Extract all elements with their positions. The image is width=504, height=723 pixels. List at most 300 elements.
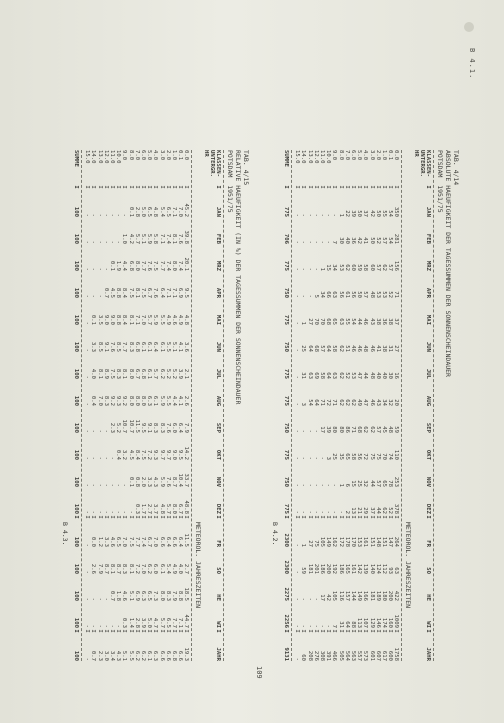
column-separator: I <box>96 185 103 189</box>
table-row <box>331 150 337 661</box>
year-value: 208 <box>306 650 313 661</box>
season-value: 7.3 <box>152 590 159 601</box>
month-value: 68 <box>312 345 319 352</box>
month-value: - <box>96 267 103 271</box>
season-header: HE <box>215 594 221 601</box>
column-separator: I <box>72 515 79 519</box>
month-value: - <box>306 267 313 271</box>
season-value: 181 <box>306 563 313 574</box>
season-value: 4.0 <box>177 563 184 574</box>
month-value: 52 <box>387 291 394 298</box>
month-value: 60 <box>368 264 375 271</box>
month-value: 51 <box>343 345 350 352</box>
month-value: 31 <box>387 345 394 352</box>
month-value: 60 <box>349 264 356 271</box>
sum-label: SUMME <box>72 150 79 167</box>
month-value: - <box>84 429 91 433</box>
season-sum: 2256 <box>282 614 289 628</box>
month-value: - <box>108 510 115 514</box>
month-value: - <box>300 456 307 460</box>
month-value: 62 <box>362 426 369 433</box>
month-value: - <box>306 456 313 460</box>
month-value: - <box>294 429 301 433</box>
season-value: 5.7 <box>158 617 165 628</box>
month-value: 47 <box>362 399 369 406</box>
month-value: - <box>294 213 301 217</box>
month-value: 63 <box>337 318 344 325</box>
column-separator: I <box>164 629 171 633</box>
table-row <box>300 150 306 661</box>
month-value: 5 <box>312 294 319 298</box>
column-separator: I <box>393 629 400 633</box>
month-value: 3.3 <box>90 341 97 352</box>
year-value: 6.6 <box>158 650 165 661</box>
season-value: 4.7 <box>152 617 159 628</box>
column-separator: I <box>127 185 134 189</box>
month-value: 6.4 <box>177 422 184 433</box>
month-value: 0.1 <box>127 476 134 487</box>
month-value: 46 <box>368 345 375 352</box>
column-separator: I <box>127 629 134 633</box>
month-sum: 100 <box>72 233 79 244</box>
month-value: 37 <box>362 210 369 217</box>
column-separator: I <box>183 185 190 189</box>
month-value: 2.0 <box>139 476 146 487</box>
column-separator: I <box>215 185 221 189</box>
month-value: 6.4 <box>158 287 165 298</box>
month-sum: 775 <box>282 503 289 514</box>
column-separator: I <box>294 629 301 633</box>
month-value: 48 <box>362 345 369 352</box>
season-value: 0.3 <box>121 617 128 628</box>
month-value: - <box>108 213 115 217</box>
column-separator: I <box>90 629 97 633</box>
column-separator: I <box>349 515 356 519</box>
year-value: 466 <box>331 650 338 661</box>
month-value: 59 <box>393 426 400 433</box>
month-value: 5.5 <box>164 395 171 406</box>
month-value: 13 <box>349 507 356 514</box>
class-lower-bound: 12.0 <box>312 150 319 164</box>
table-row <box>306 150 312 661</box>
class-lower-bound: 13.0 <box>96 150 103 164</box>
season-value: 59 <box>300 567 307 574</box>
month-value: 7.4 <box>164 233 171 244</box>
month-value: 8.4 <box>121 287 128 298</box>
month-value: 4.5 <box>108 287 115 298</box>
month-value: 6.1 <box>158 341 165 352</box>
month-value: - <box>96 429 103 433</box>
month-sum: 100 <box>72 260 79 271</box>
month-value: - <box>108 483 115 487</box>
class-lower-bound: 0.0 <box>393 150 400 161</box>
season-value: 146 <box>374 617 381 628</box>
season-header: FR <box>425 540 431 547</box>
season-sum: 100 <box>72 536 79 547</box>
season-header: WI <box>215 621 221 628</box>
column-separator: I <box>96 515 103 519</box>
month-sum: 100 <box>72 449 79 460</box>
month-value: 4.8 <box>152 206 159 217</box>
month-value: 6.1 <box>152 395 159 406</box>
table-row <box>393 150 399 661</box>
month-value: 25 <box>331 453 338 460</box>
column-separator: I <box>115 629 122 633</box>
season-value: 1.4 <box>127 617 134 628</box>
column-separator: I <box>374 515 381 519</box>
column-separator: I <box>393 515 400 519</box>
month-value: 49 <box>356 399 363 406</box>
month-value: 7.6 <box>108 341 115 352</box>
month-value: - <box>108 240 115 244</box>
month-value: 9.2 <box>108 395 115 406</box>
season-value: 4.6 <box>108 536 115 547</box>
table-row <box>171 150 177 661</box>
column-separator: I <box>337 515 344 519</box>
month-value: 7.5 <box>127 287 134 298</box>
month-value: 40 <box>343 237 350 244</box>
month-value: 50 <box>374 210 381 217</box>
sum-row <box>283 150 289 661</box>
season-value: 3.3 <box>102 536 109 547</box>
year-value: 276 <box>312 650 319 661</box>
year-value: 601 <box>368 650 375 661</box>
month-value: 4.1 <box>177 341 184 352</box>
season-value: 4.9 <box>170 563 177 574</box>
column-separator: I <box>356 515 363 519</box>
season-value: 139 <box>362 563 369 574</box>
column-separator: I <box>115 515 122 519</box>
month-value: 64 <box>312 399 319 406</box>
column-separator: I <box>331 515 338 519</box>
column-separator: I <box>368 185 375 189</box>
season-value: 2.6 <box>90 563 97 574</box>
season-value: 166 <box>362 590 369 601</box>
month-value: 253 <box>393 476 400 487</box>
season-value: 4.6 <box>121 590 128 601</box>
column-separator: I <box>215 629 221 633</box>
class-lower-bound: 14.0 <box>300 150 307 164</box>
season-value: - <box>108 624 115 628</box>
season-value: 6.1 <box>158 563 165 574</box>
month-value: 50 <box>356 210 363 217</box>
month-value: - <box>294 294 301 298</box>
month-value: 56 <box>337 291 344 298</box>
season-value: - <box>96 624 103 628</box>
table-absolute-content <box>271 150 460 661</box>
month-value: 58 <box>362 264 369 271</box>
year-value: - <box>84 657 91 661</box>
column-separator: I <box>139 515 146 519</box>
month-value: - <box>306 510 313 514</box>
month-value: 70 <box>318 318 325 325</box>
month-value: 2.7 <box>146 503 153 514</box>
month-value: 29 <box>362 507 369 514</box>
season-value: 6.9 <box>133 590 140 601</box>
column-separator: I <box>380 629 387 633</box>
table-title-line: POTSDAM 1951/75 <box>226 150 234 213</box>
month-value: 68 <box>325 318 332 325</box>
month-value: 47 <box>356 372 363 379</box>
season-value: 6.5 <box>164 617 171 628</box>
month-value: 38 <box>387 318 394 325</box>
month-value: 8.8 <box>115 314 122 325</box>
month-value: 31 <box>300 372 307 379</box>
month-value: 5.0 <box>139 206 146 217</box>
month-value: 62 <box>343 399 350 406</box>
year-value: 1758 <box>393 647 400 661</box>
table-relative-content <box>61 150 250 661</box>
column-separator: I <box>349 629 356 633</box>
month-value: 0.4 <box>115 449 122 460</box>
month-header: JAN <box>215 206 221 217</box>
table-row <box>90 150 96 661</box>
column-separator: I <box>108 515 115 519</box>
month-value: 0.7 <box>102 287 109 298</box>
season-value: 178 <box>343 536 350 547</box>
class-lower-bound: 7.0 <box>343 150 350 161</box>
month-value: 64 <box>325 372 332 379</box>
season-value: 11.5 <box>183 533 190 547</box>
season-sum: 2300 <box>282 533 289 547</box>
season-value: 8.0 <box>158 590 165 601</box>
column-separator: I <box>325 629 332 633</box>
column-separator: I <box>133 515 140 519</box>
month-value: 46 <box>362 318 369 325</box>
month-sum: 100 <box>72 422 79 433</box>
year-value: 6.2 <box>133 650 140 661</box>
month-value: - <box>121 483 128 487</box>
column-separator: I <box>177 515 184 519</box>
month-value: 8.1 <box>127 314 134 325</box>
month-value: 27 <box>306 318 313 325</box>
table-title-line: ABSOLUTE HAEUFIGKEIT DER TAGESSUMMEN DER SONNENSCHEINDAUER <box>444 150 452 377</box>
month-value: 25 <box>356 480 363 487</box>
month-value: - <box>331 510 338 514</box>
month-value: 34 <box>318 291 325 298</box>
month-header: APR <box>215 287 221 298</box>
table-row <box>325 150 331 661</box>
season-value: 8.3 <box>164 590 171 601</box>
month-value: 62 <box>337 372 344 379</box>
month-value: 7.0 <box>139 314 146 325</box>
month-value: 6.1 <box>139 341 146 352</box>
column-separator: I <box>343 185 350 189</box>
table-row <box>337 150 343 661</box>
month-value: - <box>96 240 103 244</box>
season-value: 105 <box>318 536 325 547</box>
class-lower-bound: 5.0 <box>146 150 153 161</box>
column-separator: I <box>84 515 91 519</box>
year-value: 3.0 <box>102 650 109 661</box>
column-separator: I <box>164 185 171 189</box>
month-value: 3.6 <box>183 341 190 352</box>
month-sum: 750 <box>282 341 289 352</box>
season-value: 1.8 <box>115 590 122 601</box>
month-value: 57 <box>362 291 369 298</box>
class-lower-bound: 1.0 <box>170 150 177 161</box>
month-value: 71 <box>331 399 338 406</box>
column-separator: I <box>215 515 221 519</box>
season-value: 93 <box>387 567 394 574</box>
month-value: 54 <box>349 318 356 325</box>
month-header: SEP <box>425 422 431 433</box>
season-value: 186 <box>318 563 325 574</box>
month-value: 1.0 <box>121 233 128 244</box>
month-value: 58 <box>318 372 325 379</box>
month-value: 52 <box>387 507 394 514</box>
year-value: 505 <box>337 650 344 661</box>
month-value: 55 <box>380 210 387 217</box>
month-value: 7.6 <box>152 287 159 298</box>
column-separator: I <box>294 515 301 519</box>
season-value: 151 <box>380 536 387 547</box>
month-header: SEP <box>215 422 221 433</box>
season-value: - <box>84 543 91 547</box>
month-value: 72 <box>362 453 369 460</box>
class-lower-bound: 4.0 <box>152 150 159 161</box>
column-separator: I <box>170 629 177 633</box>
month-header: JUL <box>425 368 431 379</box>
season-value: 147 <box>387 536 394 547</box>
month-value: 8.4 <box>133 449 140 460</box>
month-value: 42 <box>356 237 363 244</box>
month-value: 17 <box>318 426 325 433</box>
season-value: 174 <box>380 617 387 628</box>
year-value: 60 <box>300 654 307 661</box>
season-value: 8.1 <box>127 563 134 574</box>
month-value: 39 <box>349 210 356 217</box>
month-sum: 775 <box>282 314 289 325</box>
month-value: 38 <box>374 318 381 325</box>
month-value: 5.7 <box>152 368 159 379</box>
month-value: - <box>102 213 109 217</box>
table-row <box>356 150 362 661</box>
month-value: 53 <box>374 291 381 298</box>
column-separator: I <box>306 629 313 633</box>
month-value: 57 <box>380 237 387 244</box>
month-value: 40 <box>380 372 387 379</box>
column-separator: I <box>387 515 394 519</box>
month-value: 15 <box>325 264 332 271</box>
month-value: 6.7 <box>146 287 153 298</box>
class-lower-bound: 15.0 <box>84 150 91 164</box>
month-value: - <box>325 213 332 217</box>
month-value: - <box>337 510 344 514</box>
year-value: 6.6 <box>177 650 184 661</box>
month-value: 58 <box>349 453 356 460</box>
season-value: 7.0 <box>152 536 159 547</box>
season-value: 148 <box>374 536 381 547</box>
column-separator: I <box>393 185 400 189</box>
month-value: 4.3 <box>152 476 159 487</box>
month-value: 30 <box>387 372 394 379</box>
month-value: 57 <box>387 264 394 271</box>
season-sum: 100 <box>72 617 79 628</box>
month-value: 10.7 <box>121 419 128 433</box>
season-value: 7.4 <box>139 536 146 547</box>
month-value: 55 <box>343 318 350 325</box>
class-lower-bound: 5.0 <box>356 150 363 161</box>
month-value: 20.1 <box>183 257 190 271</box>
month-header: MAI <box>215 314 221 325</box>
month-value: 156 <box>393 260 400 271</box>
season-value: 113 <box>356 617 363 628</box>
month-sum: 750 <box>282 476 289 487</box>
month-value: 20 <box>393 399 400 406</box>
season-value: 42 <box>325 594 332 601</box>
month-value: 46 <box>349 345 356 352</box>
season-value: 6.4 <box>164 536 171 547</box>
month-value: 14.2 <box>183 446 190 460</box>
column-separator: I <box>306 185 313 189</box>
month-value: 71 <box>349 426 356 433</box>
year-value: 607 <box>374 650 381 661</box>
month-value: 8.0 <box>170 260 177 271</box>
month-value: - <box>96 456 103 460</box>
season-value: 264 <box>393 536 400 547</box>
season-value: 144 <box>349 590 356 601</box>
month-value: - <box>102 510 109 514</box>
season-value: 7 <box>331 624 338 628</box>
month-value: - <box>102 267 109 271</box>
season-value: 7.0 <box>139 563 146 574</box>
month-value: 5.7 <box>146 314 153 325</box>
table-row <box>127 150 133 661</box>
month-value: 110 <box>393 449 400 460</box>
column-separator: I <box>312 185 319 189</box>
month-value: - <box>115 510 122 514</box>
month-value: 22 <box>343 210 350 217</box>
month-value: - <box>96 483 103 487</box>
month-value: 68 <box>356 426 363 433</box>
month-value: 4.2 <box>127 233 134 244</box>
month-value: 65 <box>331 318 338 325</box>
month-value: 80 <box>331 426 338 433</box>
column-separator: I <box>158 185 165 189</box>
month-value: - <box>102 429 109 433</box>
season-value: 75 <box>312 540 319 547</box>
month-value: - <box>294 402 301 406</box>
month-value: 3.9 <box>177 368 184 379</box>
month-value: 71 <box>318 399 325 406</box>
month-value: 1 <box>318 267 325 271</box>
month-value: 7.7 <box>121 341 128 352</box>
month-value: 48 <box>368 291 375 298</box>
season-value: - <box>294 570 301 574</box>
month-value: - <box>90 510 97 514</box>
season-value: 172 <box>337 536 344 547</box>
month-value: 57 <box>374 480 381 487</box>
year-header: JAHR <box>425 647 431 661</box>
table-row <box>115 150 121 661</box>
month-header: AUG <box>215 395 221 406</box>
column-separator: I <box>152 515 159 519</box>
season-value: 0.0 <box>90 536 97 547</box>
month-value: 64 <box>306 345 313 352</box>
column-separator: I <box>325 185 332 189</box>
month-value: - <box>90 294 97 298</box>
month-value: 62 <box>337 399 344 406</box>
month-value: 10.4 <box>177 473 184 487</box>
year-value: 6.3 <box>152 650 159 661</box>
month-value: 378 <box>393 503 400 514</box>
class-lower-bound: 0.1 <box>387 150 394 161</box>
month-value: 6.3 <box>146 395 153 406</box>
month-value: - <box>84 321 91 325</box>
month-value: - <box>108 456 115 460</box>
month-value: - <box>115 213 122 217</box>
